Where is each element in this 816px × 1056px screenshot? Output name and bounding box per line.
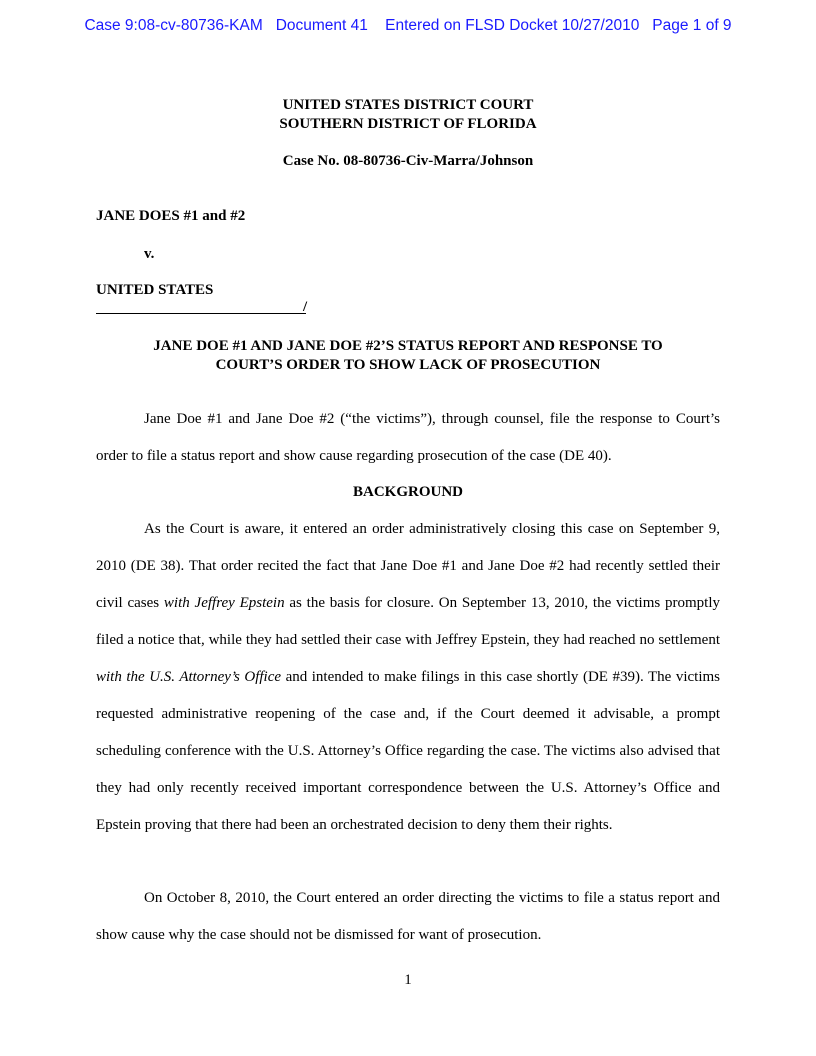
ecf-page-count: Page 1 of 9 — [652, 17, 732, 34]
background-emphasis-epstein: with Jeffrey Epstein — [163, 595, 285, 611]
caption-versus: v. — [144, 246, 155, 262]
ecf-case-number: Case 9:08-cv-80736-KAM — [84, 17, 263, 34]
caption-plaintiffs: JANE DOES #1 and #2 — [96, 208, 246, 224]
background-heading: BACKGROUND — [352, 484, 463, 500]
background-text-a: As the Court is aware, it entered an order administratively closing this case on September 9, 2010 (DE 38). That order recited the fact that Jane Doe #1 and Jane Doe #2 had recently settled their civil cases — [96, 521, 720, 611]
caption-defendant: UNITED STATES — [96, 282, 214, 298]
order-paragraph: On October 8, 2010, the Court entered an order directing the victims to file a status report and show cause why the case should not be dismissed for want of prosecution. — [96, 890, 720, 943]
document-title-line-1: JANE DOE #1 AND JANE DOE #2’S STATUS REPORT AND RESPONSE TO — [153, 338, 663, 354]
caption-slash: / — [303, 299, 308, 315]
page-number: 1 — [404, 972, 412, 988]
background-emphasis-usao: with the U.S. Attorney’s Office — [96, 669, 282, 685]
case-number: Case No. 08-80736-Civ-Marra/Johnson — [282, 153, 534, 169]
document-title — [96, 337, 720, 375]
document-title-line-2: COURT’S ORDER TO SHOW LACK OF PROSECUTION — [215, 357, 601, 373]
ecf-header — [0, 17, 816, 35]
background-paragraph — [96, 511, 720, 844]
court-name: UNITED STATES DISTRICT COURT — [282, 97, 534, 113]
background-text-b: as the basis for closure. On September 13, 2010, the victims promptly filed a notice that, while they had settled their case with Jeffrey Epstein, they had reached no settlement — [96, 595, 720, 648]
caption-underline — [96, 299, 306, 314]
court-district: SOUTHERN DISTRICT OF FLORIDA — [279, 116, 537, 132]
ecf-document-number: Document 41 — [275, 17, 368, 34]
background-text-c: and intended to make filings in this case shortly (DE #39). The victims requested administrative reopening of the case and, if the Court deemed it advisable, a prompt scheduling conference with the U.S. Attorney’s Office regarding the case. The victims also advised that they had only recently received important correspondence between the U.S. Attorney’s Office and Epstein proving that there had been an orchestrated decision to deny them their rights. — [96, 669, 720, 833]
ecf-entered-date: Entered on FLSD Docket 10/27/2010 — [385, 17, 640, 34]
intro-paragraph: Jane Doe #1 and Jane Doe #2 (“the victims”), through counsel, file the response to Court’s order to file a status report and show cause regarding prosecution of the case (DE 40). — [96, 411, 720, 464]
